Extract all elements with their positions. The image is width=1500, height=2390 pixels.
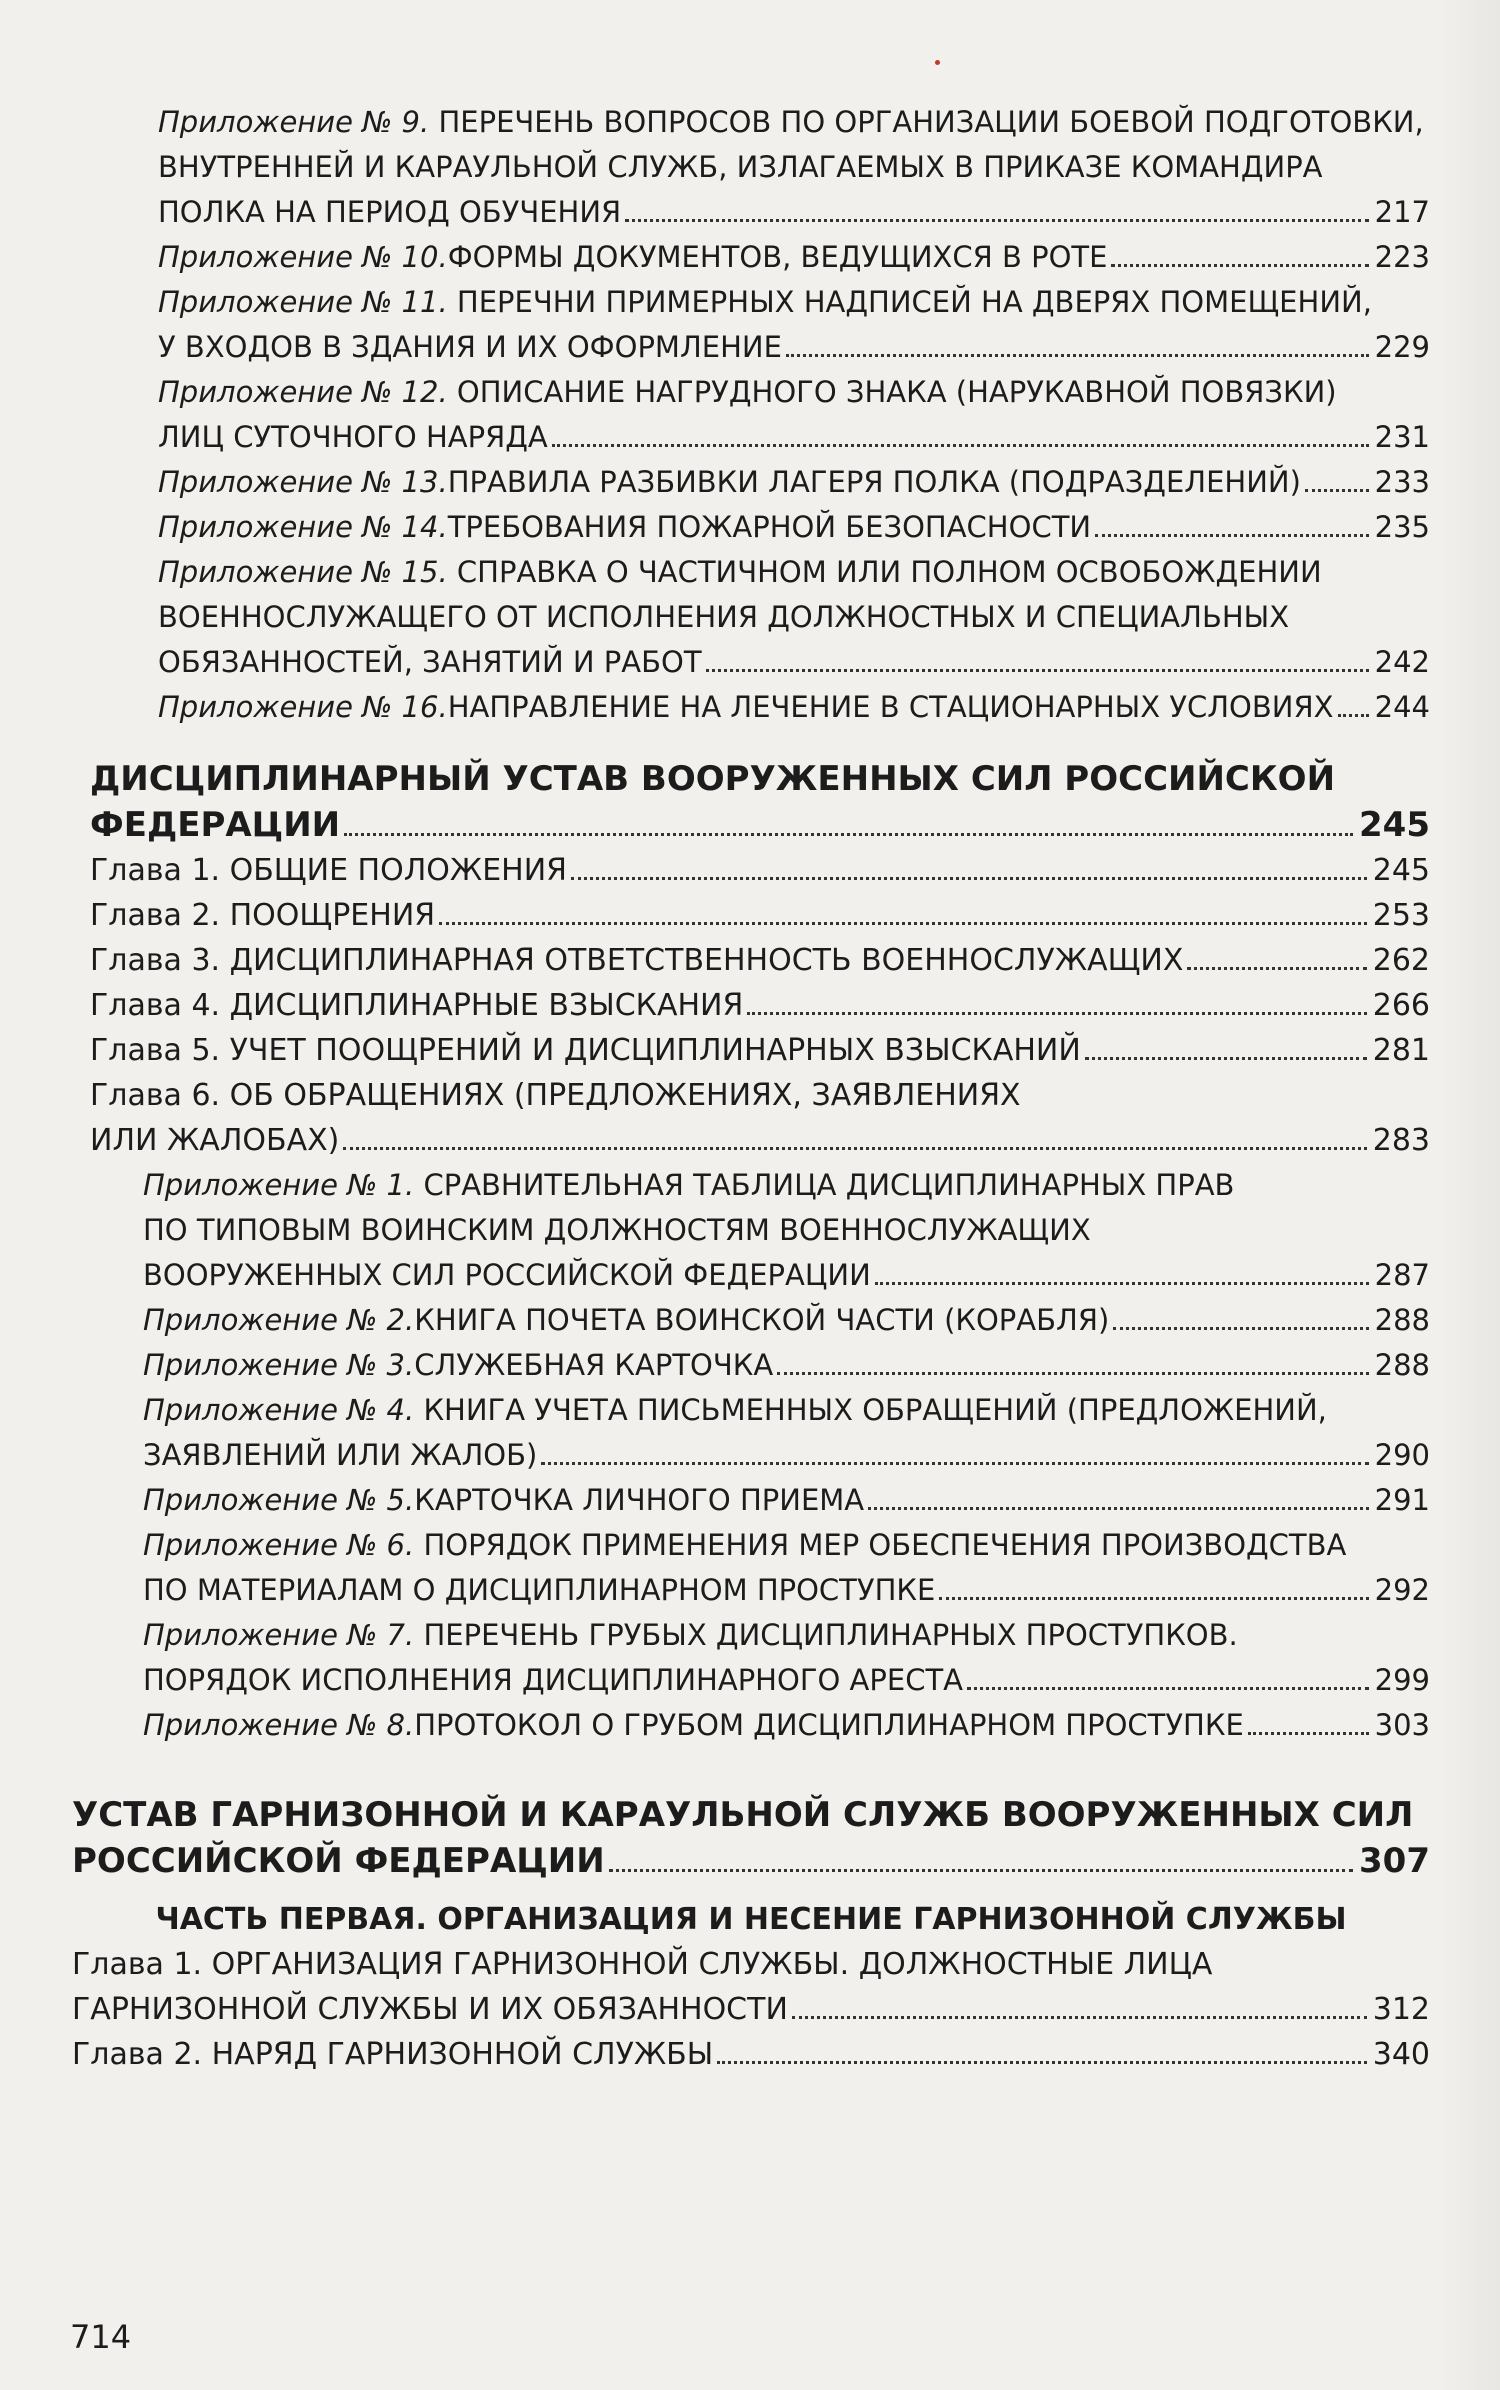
entry-title-line: ПЕРЕЧЕНЬ ГРУБЫХ ДИСЦИПЛИНАРНЫХ ПРОСТУПКОВ. xyxy=(423,1618,1238,1652)
toc-chapter-entry[interactable] xyxy=(90,893,1430,938)
entry-title-line: ПОЛКА НА ПЕРИОД ОБУЧЕНИЯ xyxy=(158,195,622,229)
entry-title-line: СПРАВКА О ЧАСТИЧНОМ ИЛИ ПОЛНОМ ОСВОБОЖДЕНИИ xyxy=(456,555,1322,589)
entry-title-line: КНИГА УЧЕТА ПИСЬМЕННЫХ ОБРАЩЕНИЙ (ПРЕДЛОЖЕНИЙ, xyxy=(423,1393,1327,1427)
appendix-label: Приложение № 1. xyxy=(143,1168,415,1202)
appendix-label: Приложение № 7. xyxy=(143,1618,415,1652)
appendix-label: Приложение № 8. xyxy=(143,1708,415,1742)
dot-leader xyxy=(717,2061,1367,2064)
entry-page-number: 340 xyxy=(1372,2037,1430,2072)
entry-title-line: У ВХОДОВ В ЗДАНИЯ И ИХ ОФОРМЛЕНИЕ xyxy=(158,330,782,364)
dot-leader xyxy=(1187,967,1366,970)
section-title-line: УСТАВ ГАРНИЗОННОЙ И КАРАУЛЬНОЙ СЛУЖБ ВООРУЖЕННЫХ СИЛ xyxy=(72,1795,1414,1835)
toc-appendix-entry[interactable] xyxy=(143,1298,1430,1343)
dot-leader xyxy=(625,219,1368,222)
entry-title-line: Глава 1. ОРГАНИЗАЦИЯ ГАРНИЗОННОЙ СЛУЖБЫ. ДОЛЖНОСТНЫЕ ЛИЦА xyxy=(72,1947,1213,1982)
ink-mark xyxy=(935,60,940,65)
entry-page-number: 233 xyxy=(1374,465,1430,499)
section-title-line: ДИСЦИПЛИНАРНЫЙ УСТАВ ВООРУЖЕННЫХ СИЛ РОССИЙСКОЙ xyxy=(90,759,1336,799)
entry-page-number: 217 xyxy=(1374,195,1430,229)
toc-appendix-entry[interactable] xyxy=(143,1388,1430,1478)
toc-chapter-entry[interactable] xyxy=(72,2032,1430,2077)
dot-leader xyxy=(609,1869,1353,1872)
entry-title-line: ПОРЯДОК ИСПОЛНЕНИЯ ДИСЦИПЛИНАРНОГО АРЕСТА xyxy=(143,1663,964,1697)
entry-title-line: СЛУЖЕБНАЯ КАРТОЧКА xyxy=(414,1348,774,1382)
entry-page-number: 244 xyxy=(1374,690,1430,724)
dot-leader xyxy=(1111,264,1368,267)
dot-leader xyxy=(777,1372,1368,1375)
entry-title-line: ВНУТРЕННЕЙ И КАРАУЛЬНОЙ СЛУЖБ, ИЗЛАГАЕМЫХ В ПРИКАЗЕ КОМАНДИРА xyxy=(158,150,1323,184)
entry-title-line: ПРОТОКОЛ О ГРУБОМ ДИСЦИПЛИНАРНОМ ПРОСТУПКЕ xyxy=(414,1708,1244,1742)
entry-title-line: Глава 2. НАРЯД ГАРНИЗОННОЙ СЛУЖБЫ xyxy=(72,2037,714,2072)
dot-leader xyxy=(1248,1732,1369,1735)
toc-appendix-entry[interactable] xyxy=(158,505,1430,550)
dot-leader xyxy=(541,1462,1368,1465)
toc-chapter-entry[interactable] xyxy=(90,983,1430,1028)
dot-leader xyxy=(967,1687,1369,1690)
entry-page-number: 288 xyxy=(1374,1348,1430,1382)
entry-page-number: 290 xyxy=(1374,1438,1430,1472)
entry-title-line: ГАРНИЗОННОЙ СЛУЖБЫ И ИХ ОБЯЗАННОСТИ xyxy=(72,1992,788,2027)
entry-title-line: ПРАВИЛА РАЗБИВКИ ЛАГЕРЯ ПОЛКА (ПОДРАЗДЕЛЕНИЙ) xyxy=(447,465,1301,499)
entry-title-line: ЗАЯВЛЕНИЙ ИЛИ ЖАЛОБ) xyxy=(143,1438,538,1472)
entry-title-line: ПО ТИПОВЫМ ВОИНСКИМ ДОЛЖНОСТЯМ ВОЕННОСЛУЖАЩИХ xyxy=(143,1213,1091,1247)
dot-leader xyxy=(1095,534,1369,537)
entry-title-line: ПЕРЕЧЕНЬ ВОПРОСОВ ПО ОРГАНИЗАЦИИ БОЕВОЙ ПОДГОТОВКИ, xyxy=(438,105,1424,139)
entry-page-number: 291 xyxy=(1374,1483,1430,1517)
toc-appendix-entry[interactable] xyxy=(158,460,1430,505)
toc-appendix-entry[interactable] xyxy=(158,550,1430,685)
dot-leader xyxy=(552,444,1369,447)
appendix-label: Приложение № 14. xyxy=(158,510,448,544)
entry-title-line: ОБЯЗАННОСТЕЙ, ЗАНЯТИЙ И РАБОТ xyxy=(158,645,702,679)
toc-chapter-entry[interactable] xyxy=(90,848,1430,893)
toc-appendix-entry[interactable] xyxy=(143,1613,1430,1703)
entry-title-line: КНИГА ПОЧЕТА ВОИНСКОЙ ЧАСТИ (КОРАБЛЯ) xyxy=(414,1303,1110,1337)
toc-appendix-entry[interactable] xyxy=(158,235,1430,280)
entry-title-line: Глава 4. ДИСЦИПЛИНАРНЫЕ ВЗЫСКАНИЯ xyxy=(90,988,744,1023)
appendix-label: Приложение № 16. xyxy=(158,690,448,724)
toc-section-heading[interactable] xyxy=(72,1792,1430,1884)
entry-title-line: ФОРМЫ ДОКУМЕНТОВ, ВЕДУЩИХСЯ В РОТЕ xyxy=(447,240,1108,274)
appendix-label: Приложение № 6. xyxy=(143,1528,415,1562)
entry-page-number: 288 xyxy=(1374,1303,1430,1337)
entry-page-number: 287 xyxy=(1374,1258,1430,1292)
dot-leader xyxy=(439,922,1367,925)
entry-page-number: 242 xyxy=(1374,645,1430,679)
section-page-number: 307 xyxy=(1359,1841,1430,1881)
entry-title-line: Глава 5. УЧЕТ ПООЩРЕНИЙ И ДИСЦИПЛИНАРНЫХ ВЗЫСКАНИЙ xyxy=(90,1033,1081,1068)
dot-leader xyxy=(706,669,1369,672)
entry-title-line: ВОЕННОСЛУЖАЩЕГО ОТ ИСПОЛНЕНИЯ ДОЛЖНОСТНЫХ И СПЕЦИАЛЬНЫХ xyxy=(158,600,1290,634)
toc-appendix-entry[interactable] xyxy=(158,280,1430,370)
entry-title-line: ПОРЯДОК ПРИМЕНЕНИЯ МЕР ОБЕСПЕЧЕНИЯ ПРОИЗВОДСТВА xyxy=(423,1528,1347,1562)
entry-title-line: КАРТОЧКА ЛИЧНОГО ПРИЕМА xyxy=(414,1483,865,1517)
appendix-label: Приложение № 12. xyxy=(158,375,448,409)
appendix-label: Приложение № 11. xyxy=(158,285,448,319)
appendix-label: Приложение № 3. xyxy=(143,1348,415,1382)
toc-appendix-entry[interactable] xyxy=(158,370,1430,460)
toc-chapter-entry[interactable] xyxy=(90,1073,1430,1163)
toc-appendix-entry[interactable] xyxy=(143,1478,1430,1523)
entry-page-number: 303 xyxy=(1374,1708,1430,1742)
appendix-label: Приложение № 13. xyxy=(158,465,448,499)
appendix-label: Приложение № 4. xyxy=(143,1393,415,1427)
entry-page-number: 266 xyxy=(1372,988,1430,1023)
entry-title-line: ИЛИ ЖАЛОБАХ) xyxy=(90,1123,340,1158)
dot-leader xyxy=(792,2016,1367,2019)
entry-title-line: Глава 3. ДИСЦИПЛИНАРНАЯ ОТВЕТСТВЕННОСТЬ ВОЕННОСЛУЖАЩИХ xyxy=(90,943,1184,978)
toc-appendix-entry[interactable] xyxy=(143,1343,1430,1388)
entry-page-number: 281 xyxy=(1372,1033,1430,1068)
section-title-line: ФЕДЕРАЦИИ xyxy=(90,805,341,845)
entry-page-number: 245 xyxy=(1372,853,1430,888)
dot-leader xyxy=(1113,1327,1368,1330)
entry-title-line: ПЕРЕЧНИ ПРИМЕРНЫХ НАДПИСЕЙ НА ДВЕРЯХ ПОМЕЩЕНИЙ, xyxy=(456,285,1372,319)
dot-leader xyxy=(1305,489,1369,492)
entry-page-number: 262 xyxy=(1372,943,1430,978)
entry-title-line: СРАВНИТЕЛЬНАЯ ТАБЛИЦА ДИСЦИПЛИНАРНЫХ ПРАВ xyxy=(423,1168,1235,1202)
entry-title-line: Глава 6. ОБ ОБРАЩЕНИЯХ (ПРЕДЛОЖЕНИЯХ, ЗАЯВЛЕНИЯХ xyxy=(90,1078,1021,1113)
entry-title-line: Глава 1. ОБЩИЕ ПОЛОЖЕНИЯ xyxy=(90,853,568,888)
toc-section-heading[interactable] xyxy=(90,756,1430,848)
page-number: 714 xyxy=(70,2318,132,2356)
dot-leader xyxy=(786,354,1369,357)
toc-appendix-entry[interactable] xyxy=(143,1703,1430,1748)
dot-leader xyxy=(1085,1057,1367,1060)
toc-chapter-entry[interactable] xyxy=(90,938,1430,983)
entry-page-number: 253 xyxy=(1372,898,1430,933)
appendix-label: Приложение № 5. xyxy=(143,1483,415,1517)
entry-title-line: ЛИЦ СУТОЧНОГО НАРЯДА xyxy=(158,420,548,454)
dot-leader xyxy=(343,1147,1366,1150)
dot-leader xyxy=(868,1507,1369,1510)
entry-page-number: 299 xyxy=(1374,1663,1430,1697)
toc-appendix-entry[interactable] xyxy=(158,100,1430,235)
entry-page-number: 292 xyxy=(1374,1573,1430,1607)
entry-page-number: 283 xyxy=(1372,1123,1430,1158)
entry-page-number: 223 xyxy=(1374,240,1430,274)
toc-appendix-entry[interactable] xyxy=(158,685,1430,730)
appendix-label: Приложение № 15. xyxy=(158,555,448,589)
entry-title-line: Глава 2. ПООЩРЕНИЯ xyxy=(90,898,436,933)
toc-appendix-entry[interactable] xyxy=(143,1163,1430,1298)
dot-leader xyxy=(1338,714,1369,717)
section-page-number: 245 xyxy=(1359,805,1430,845)
table-of-contents xyxy=(0,100,1500,2077)
appendix-label: Приложение № 9. xyxy=(158,105,430,139)
dot-leader xyxy=(939,1597,1368,1600)
entry-page-number: 312 xyxy=(1372,1992,1430,2027)
toc-chapter-entry[interactable] xyxy=(72,1942,1430,2032)
entry-page-number: 231 xyxy=(1374,420,1430,454)
appendix-label: Приложение № 10. xyxy=(158,240,448,274)
appendix-label: Приложение № 2. xyxy=(143,1303,415,1337)
toc-appendix-entry[interactable] xyxy=(143,1523,1430,1613)
toc-chapter-entry[interactable] xyxy=(90,1028,1430,1073)
dot-leader xyxy=(344,833,1353,836)
part-heading: ЧАСТЬ ПЕРВАЯ. ОРГАНИЗАЦИЯ И НЕСЕНИЕ ГАРНИЗОННОЙ СЛУЖБЫ xyxy=(155,1902,1347,1937)
section-title-line: РОССИЙСКОЙ ФЕДЕРАЦИИ xyxy=(72,1841,605,1881)
entry-title-line: НАПРАВЛЕНИЕ НА ЛЕЧЕНИЕ В СТАЦИОНАРНЫХ УСЛОВИЯХ xyxy=(447,690,1334,724)
dot-leader xyxy=(571,877,1367,880)
entry-page-number: 229 xyxy=(1374,330,1430,364)
entry-title-line: ТРЕБОВАНИЯ ПОЖАРНОЙ БЕЗОПАСНОСТИ xyxy=(447,510,1092,544)
entry-title-line: ВООРУЖЕННЫХ СИЛ РОССИЙСКОЙ ФЕДЕРАЦИИ xyxy=(143,1258,871,1292)
entry-title-line: ПО МАТЕРИАЛАМ О ДИСЦИПЛИНАРНОМ ПРОСТУПКЕ xyxy=(143,1573,936,1607)
dot-leader xyxy=(875,1282,1369,1285)
dot-leader xyxy=(747,1012,1366,1015)
entry-title-line: ОПИСАНИЕ НАГРУДНОГО ЗНАКА (НАРУКАВНОЙ ПОВЯЗКИ) xyxy=(456,375,1337,409)
entry-page-number: 235 xyxy=(1374,510,1430,544)
